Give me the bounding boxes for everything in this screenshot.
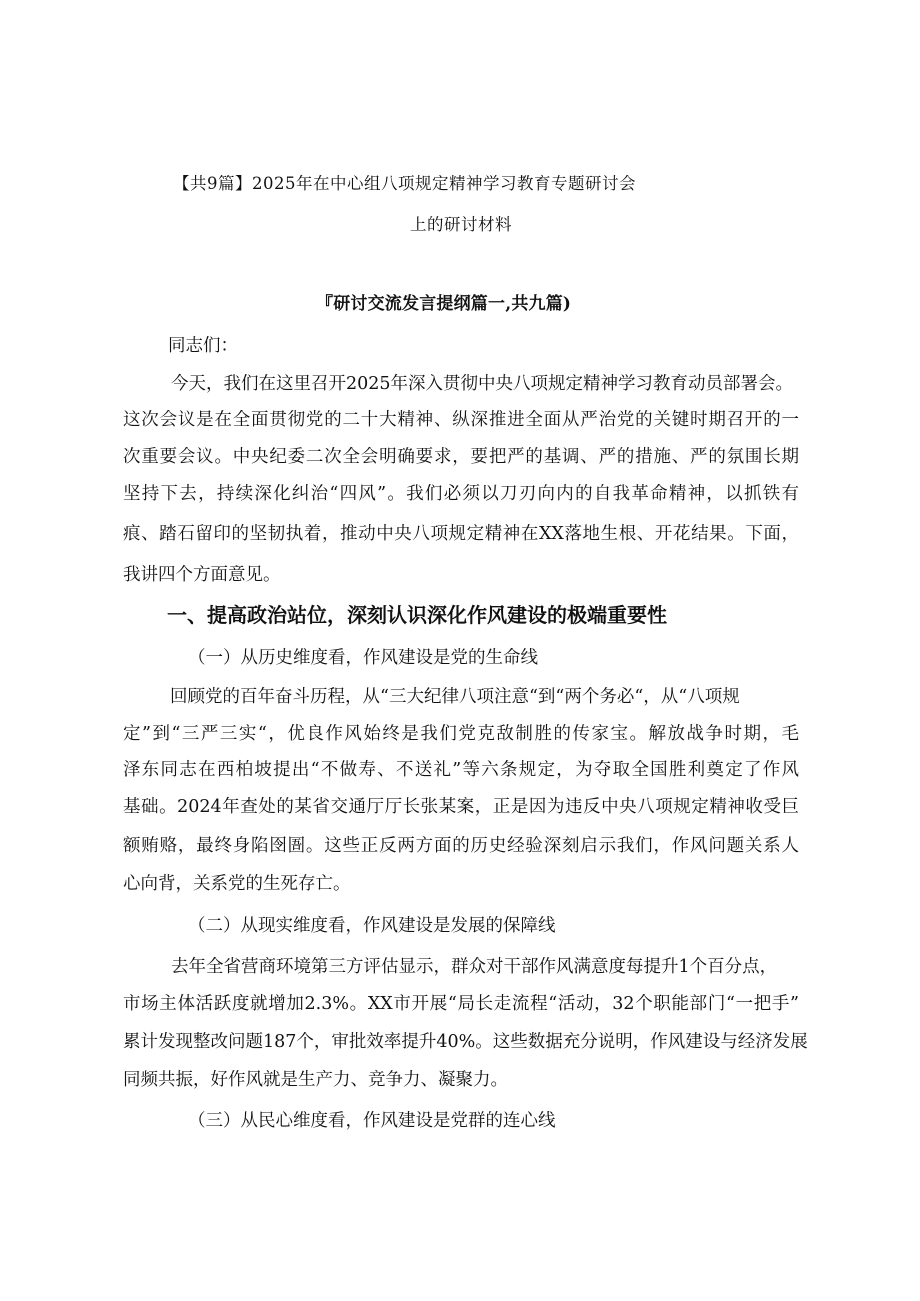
paragraph-line: 市场主体活跃度就增加2.3%。XX市开展“局长走流程“活动，32个职能部门“一把手” [123,994,799,1014]
title-line-2: 上的研讨材料 [410,215,512,234]
paragraph-line: 次重要会议。中央纪委二次全会明确要求，要把严的基调、严的措施、严的氛围长期 [123,447,799,467]
paragraph-line: 心向背，关系党的生死存亡。 [123,874,351,894]
paragraph-line: 回顾党的百年奋斗历程，从“三大纪律八项注意“到“两个务必“，从“八项规 [170,687,740,707]
paragraph-line: 这次会议是在全面贯彻党的二十大精神、纵深推进全面从严治党的关键时期召开的一 [123,410,799,430]
paragraph-line: 我讲四个方面意见。 [123,565,281,585]
title-line-1: 【共9篇】2025年在中心组八项规定精神学习教育专题研讨会 [173,174,636,193]
paragraph-line: 定”到“三严三实“，优良作风始终是我们党克敌制胜的传家宝。解放战争时期，毛 [123,724,799,744]
greeting: 同志们： [168,336,238,356]
paragraph-line: 额贿赂，最终身陷囹圄。这些正反两方面的历史经验深刻启示我们，作风问题关系人 [123,836,799,856]
paragraph-line: 泽东同志在西柏坡提出“不做寿、不送礼”等六条规定，为夺取全国胜利奠定了作风 [123,760,799,780]
subheading-2: （二）从现实维度看，作风建设是发展的保障线 [188,916,556,936]
section-heading-1: 一、提高政治站位，深刻认识深化作风建设的极端重要性 [167,603,667,627]
paragraph-line: 去年全省营商环境第三方评估显示，群众对干部作风满意度每提升1个百分点， [171,957,778,977]
paragraph-line: 今天，我们在这里召开2025年深入贯彻中央八项规定精神学习教育动员部署会。 [171,374,794,394]
paragraph-line: 累计发现整改问题187个，审批效率提升40%。这些数据充分说明，作风建设与经济发展 [123,1032,808,1052]
paragraph-line: 基础。2024年查处的某省交通厅厅长张某案，正是因为违反中央八项规定精神收受巨 [123,797,799,817]
subheading-1: （一）从历史维度看，作风建设是党的生命线 [188,648,538,668]
paragraph-line: 痕、踏石留印的坚韧执着，推动中央八项规定精神在XX落地生根、开花结果。下面， [123,524,799,544]
subtitle: 『研讨交流发言提纲篇一,共九篇) [316,294,572,314]
subheading-3: （三）从民心维度看，作风建设是党群的连心线 [188,1111,556,1131]
paragraph-line: 同频共振，好作风就是生产力、竞争力、凝聚力。 [123,1070,508,1090]
paragraph-line: 坚持下去，持续深化纠治“四风”。我们必须以刀刃向内的自我革命精神，以抓铁有 [123,484,799,504]
